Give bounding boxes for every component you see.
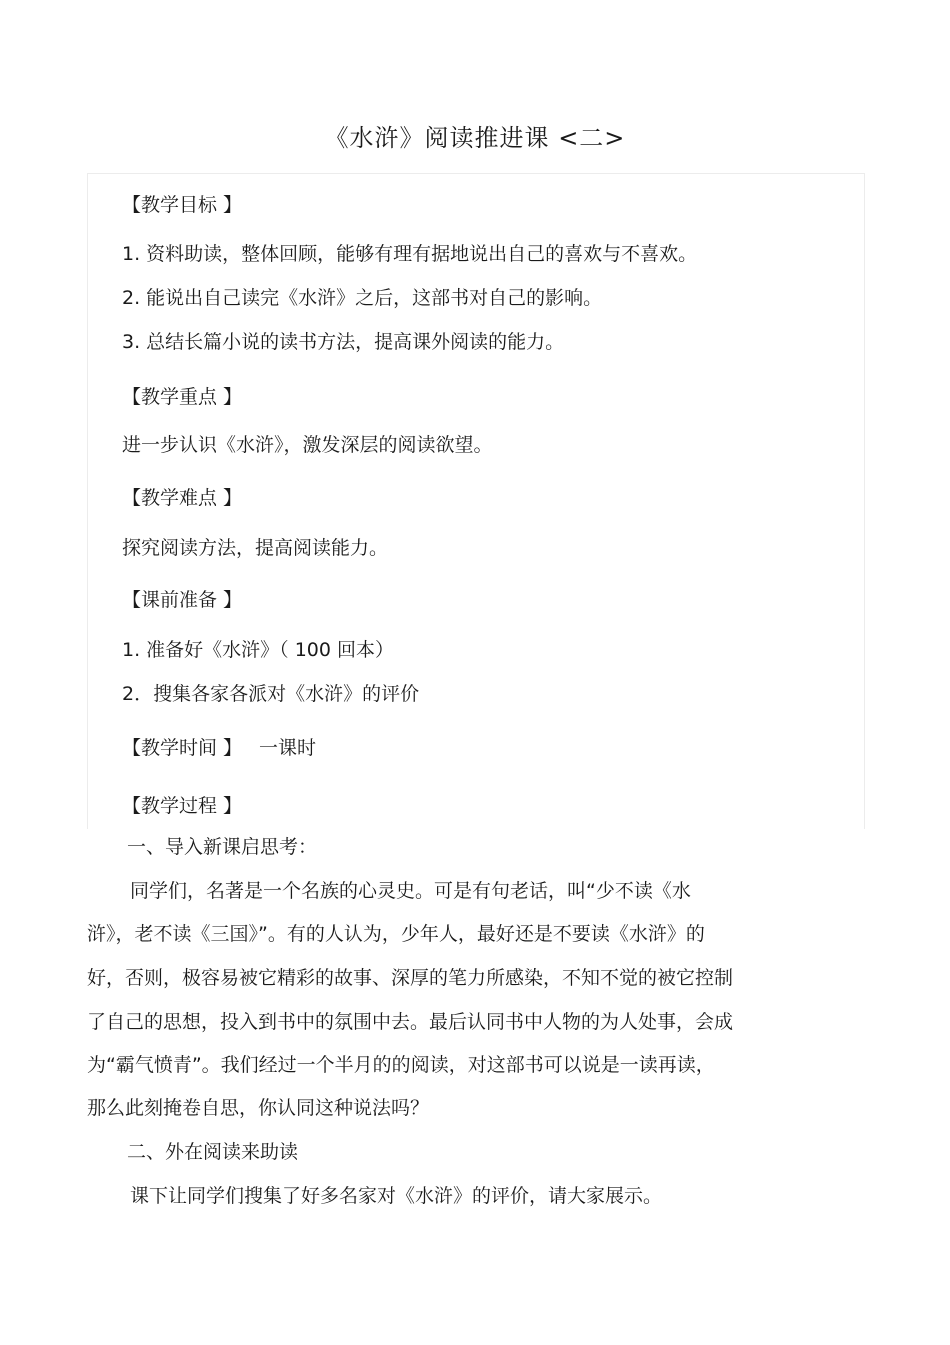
difficulties-heading: 【教学难点 】	[122, 487, 243, 509]
preparation-heading: 【课前准备 】	[122, 589, 243, 611]
key-points-heading: 【教学重点 】	[122, 386, 243, 408]
difficulties-text: 探究阅读方法，提高阅读能力。	[122, 537, 389, 559]
document-title: 《水浒》阅读推进课 <二>	[324, 124, 626, 152]
paragraph1-line: 同学们，名著是一个名族的心灵史。可是有句老话，叫“少不读《水	[130, 880, 691, 902]
objectives-heading: 【教学目标 】	[122, 194, 243, 216]
key-points-text: 进一步认识《水浒》，激发深层的阅读欲望。	[122, 434, 493, 456]
preparation-item-1: 1. 准备好《水浒》（ 100 回本）	[122, 639, 395, 661]
section2-title: 二、外在阅读来助读	[127, 1141, 299, 1163]
paragraph1-line: 为“霸气愤青”。我们经过一个半月的的阅读，对这部书可以说是一读再读，	[87, 1054, 715, 1076]
paragraph1-line: 浒》，老不读《三国》”。有的人认为，少年人，最好还是不要读《水浒》的	[87, 923, 705, 945]
paragraph2: 课下让同学们搜集了好多名家对《水浒》的评价，请大家展示。	[130, 1185, 663, 1207]
paragraph1-line: 那么此刻掩卷自思，你认同这种说法吗？	[87, 1097, 430, 1119]
time-value: 一课时	[259, 737, 317, 759]
time-heading: 【教学时间 】	[122, 737, 243, 759]
section1-title: 一、导入新课启思考：	[127, 836, 318, 858]
objective-item-2: 2. 能说出自己读完《水浒》之后，这部书对自己的影响。	[122, 287, 603, 309]
objective-item-3: 3. 总结长篇小说的读书方法，提高课外阅读的能力。	[122, 331, 565, 353]
paragraph1-line: 好，否则，极容易被它精彩的故事、深厚的笔力所感染，不知不觉的被它控制	[87, 967, 734, 989]
paragraph1-line: 了自己的思想，投入到书中的氛围中去。最后认同书中人物的为人处事，会成	[87, 1011, 734, 1033]
process-heading: 【教学过程 】	[122, 795, 243, 817]
preparation-item-2: 2．搜集各家各派对《水浒》的评价	[122, 683, 420, 705]
objective-item-1: 1. 资料助读，整体回顾，能够有理有据地说出自己的喜欢与不喜欢。	[122, 243, 698, 265]
